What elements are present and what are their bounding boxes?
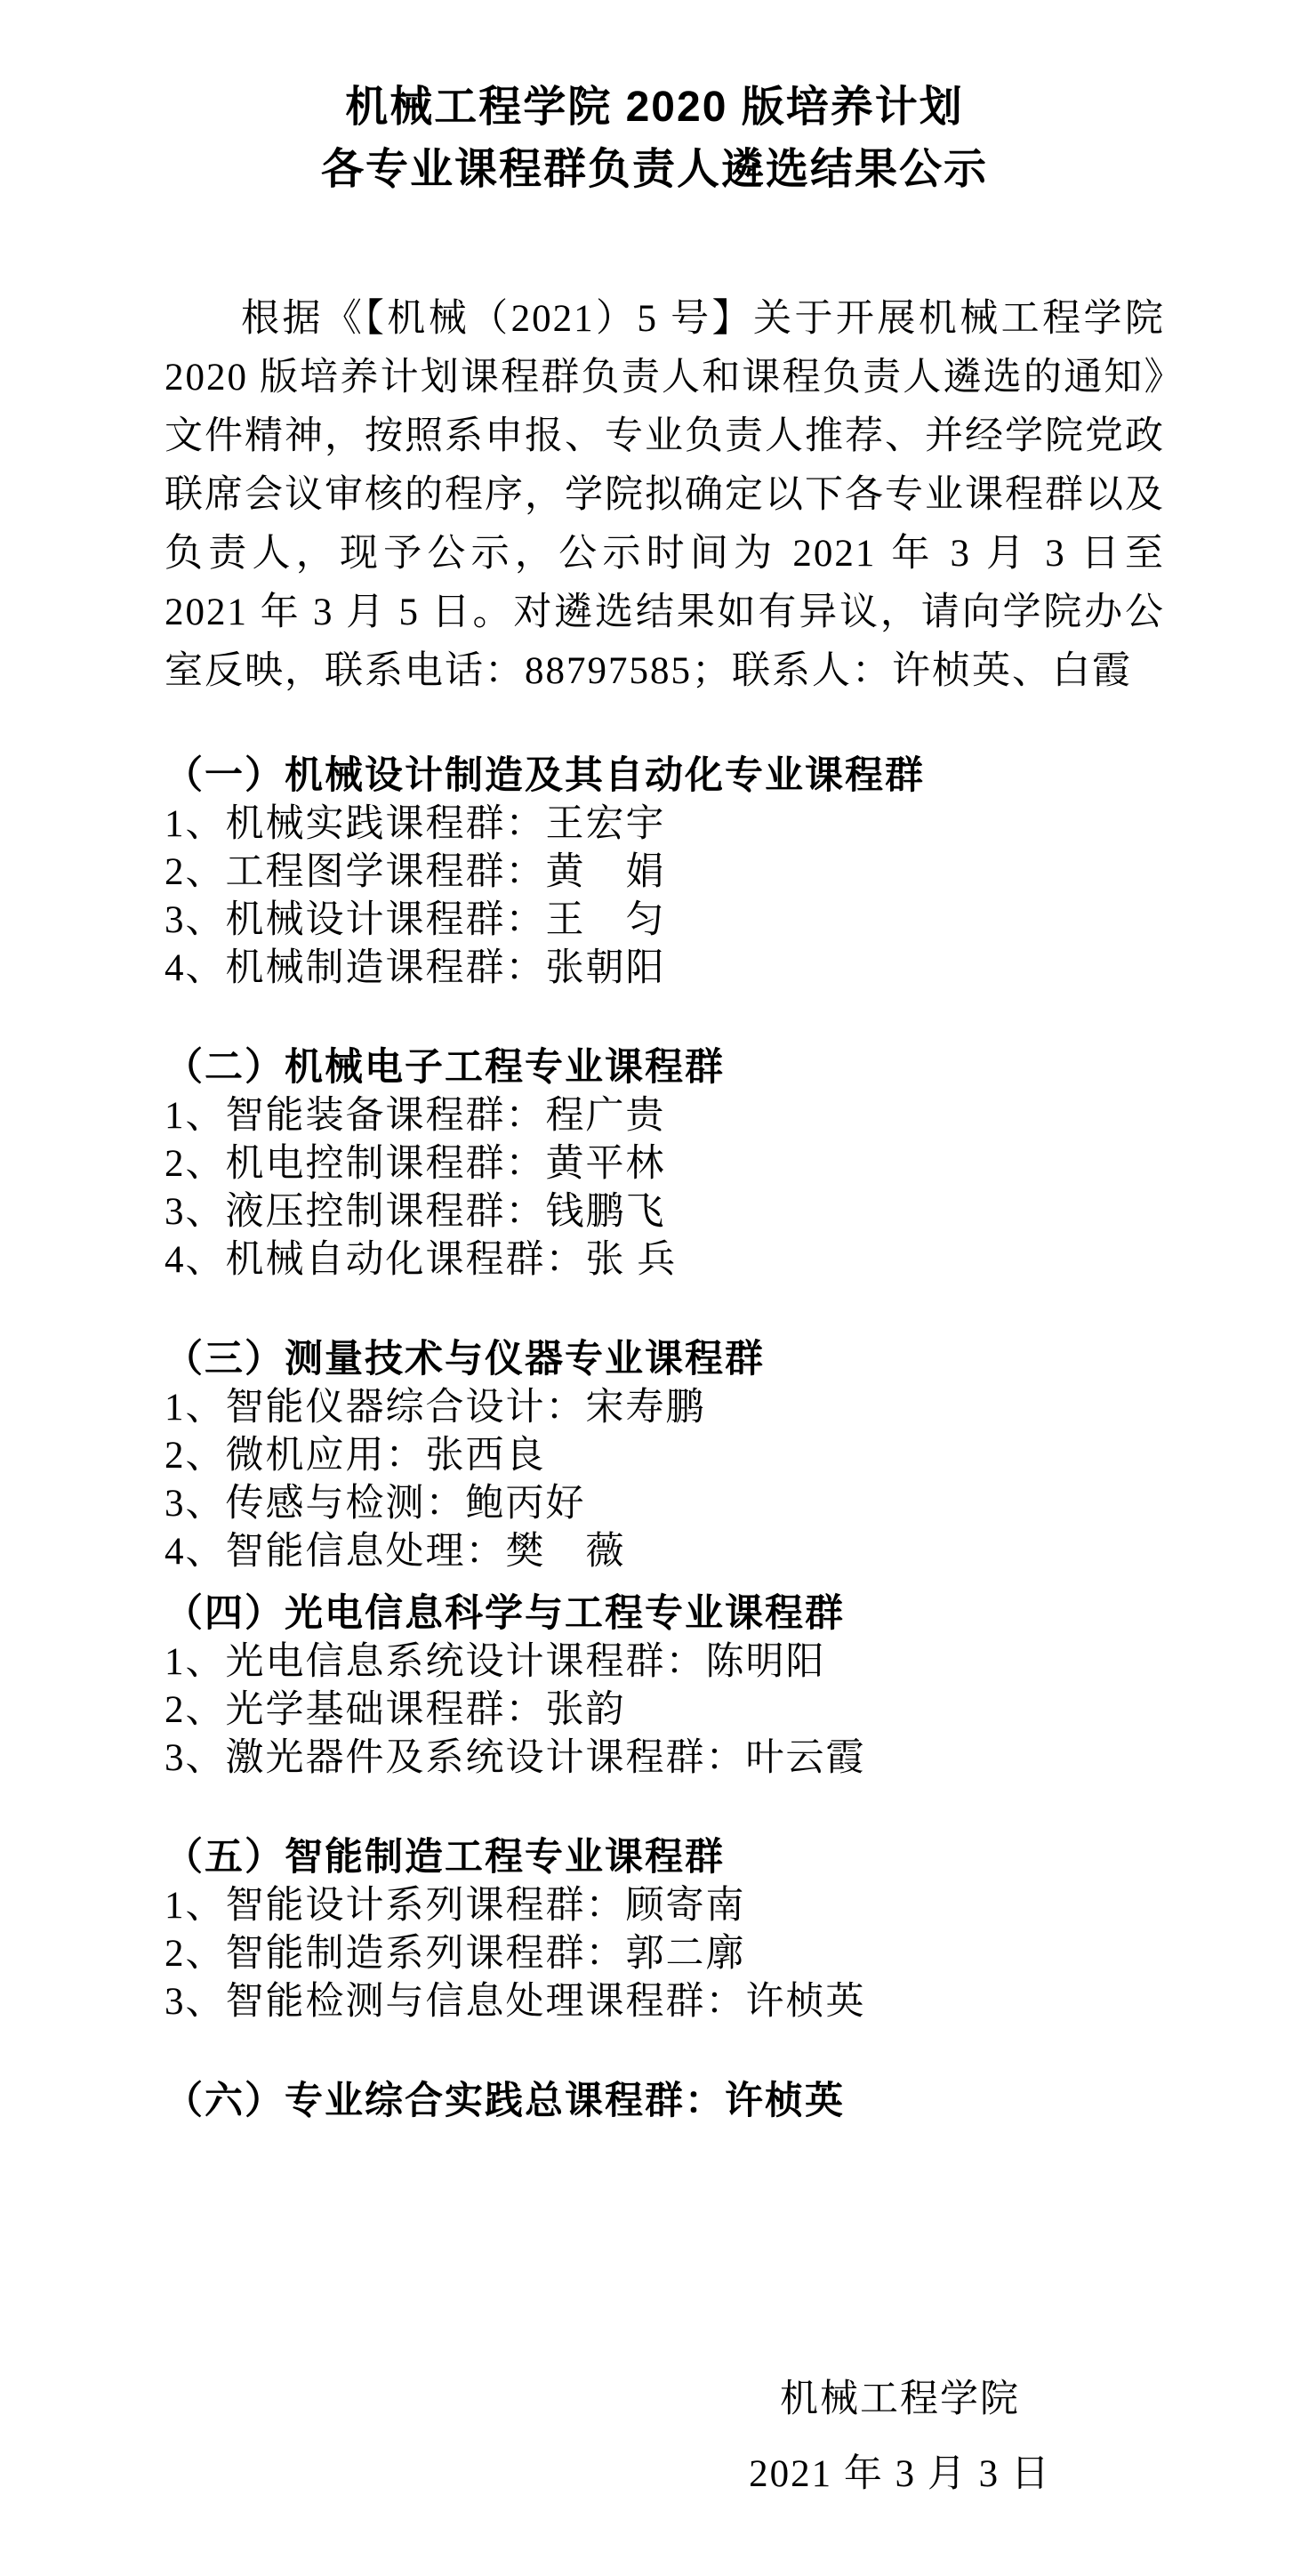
section-item: 2、微机应用：张西良	[165, 1435, 546, 1477]
signature-date: 2021 年 3 月 3 日	[749, 2453, 1051, 2495]
section-3-heading: （三）测量技术与仪器专业课程群	[165, 1339, 765, 1381]
section-2-heading: （二）机械电子工程专业课程群	[165, 1047, 725, 1089]
section-2	[165, 1044, 1165, 1284]
section-item: 2、光学基础课程群：张韵	[165, 1689, 626, 1731]
section-item: 4、机械自动化课程群：张 兵	[165, 1239, 678, 1281]
section-item: 1、光电信息系统设计课程群：陈明阳	[165, 1641, 826, 1683]
section-6	[165, 2078, 1165, 2126]
signature-org: 机械工程学院	[780, 2379, 1020, 2420]
intro-paragraph: 根据《【机械（2021）5 号】关于开展机械工程学院 2020 版培养计划课程群负责人和课程负责人遴选的通知》文件精神，按照系申报、专业负责人推荐、并经学院党政联席会议审核的程序，学院拟确定以下各专业课程群以及负责人，现予公示，公示时间为 2021 年 3 月 3 日至 2021 年 3 月 5 日。对遴选结果如有异议，请向学院办公室反映，联系电话：88797585；联系人：许桢英、白霞	[165, 298, 1165, 692]
section-item: 2、机电控制课程群：黄平林	[165, 1143, 666, 1185]
document-title	[0, 0, 1309, 201]
section-5	[165, 1834, 1165, 2026]
title-line-2: 各专业课程群负责人遴选结果公示	[320, 146, 988, 193]
section-6-heading: （六）专业综合实践总课程群：许桢英	[165, 2081, 845, 2122]
section-1	[165, 753, 1165, 993]
section-item: 1、机械实践课程群：王宏宇	[165, 803, 666, 845]
section-item: 1、智能装备课程群：程广贵	[165, 1095, 666, 1137]
section-3	[165, 1336, 1165, 1576]
section-item: 3、机械设计课程群：王 匀	[165, 899, 666, 941]
section-4	[165, 1590, 1165, 1783]
sections-list	[165, 753, 1165, 2126]
section-item: 2、智能制造系列课程群：郭二廓	[165, 1933, 746, 1975]
section-item: 1、智能仪器综合设计：宋寿鹏	[165, 1387, 706, 1429]
section-5-heading: （五）智能制造工程专业课程群	[165, 1837, 725, 1879]
section-item: 4、智能信息处理：樊 薇	[165, 1531, 626, 1573]
signature-block	[695, 2363, 1104, 2512]
section-item: 2、工程图学课程群：黄 娟	[165, 851, 666, 893]
section-item: 4、机械制造课程群：张朝阳	[165, 947, 666, 989]
title-line-1: 机械工程学院 2020 版培养计划	[345, 84, 964, 131]
section-1-heading: （一）机械设计制造及其自动化专业课程群	[165, 755, 925, 797]
section-item: 3、传感与检测：鲍丙好	[165, 1483, 586, 1525]
section-item: 3、激光器件及系统设计课程群：叶云霞	[165, 1737, 866, 1779]
section-item: 3、液压控制课程群：钱鹏飞	[165, 1191, 666, 1233]
section-item: 3、智能检测与信息处理课程群：许桢英	[165, 1981, 866, 2023]
section-item: 1、智能设计系列课程群：顾寄南	[165, 1885, 746, 1927]
section-4-heading: （四）光电信息科学与工程专业课程群	[165, 1593, 845, 1635]
